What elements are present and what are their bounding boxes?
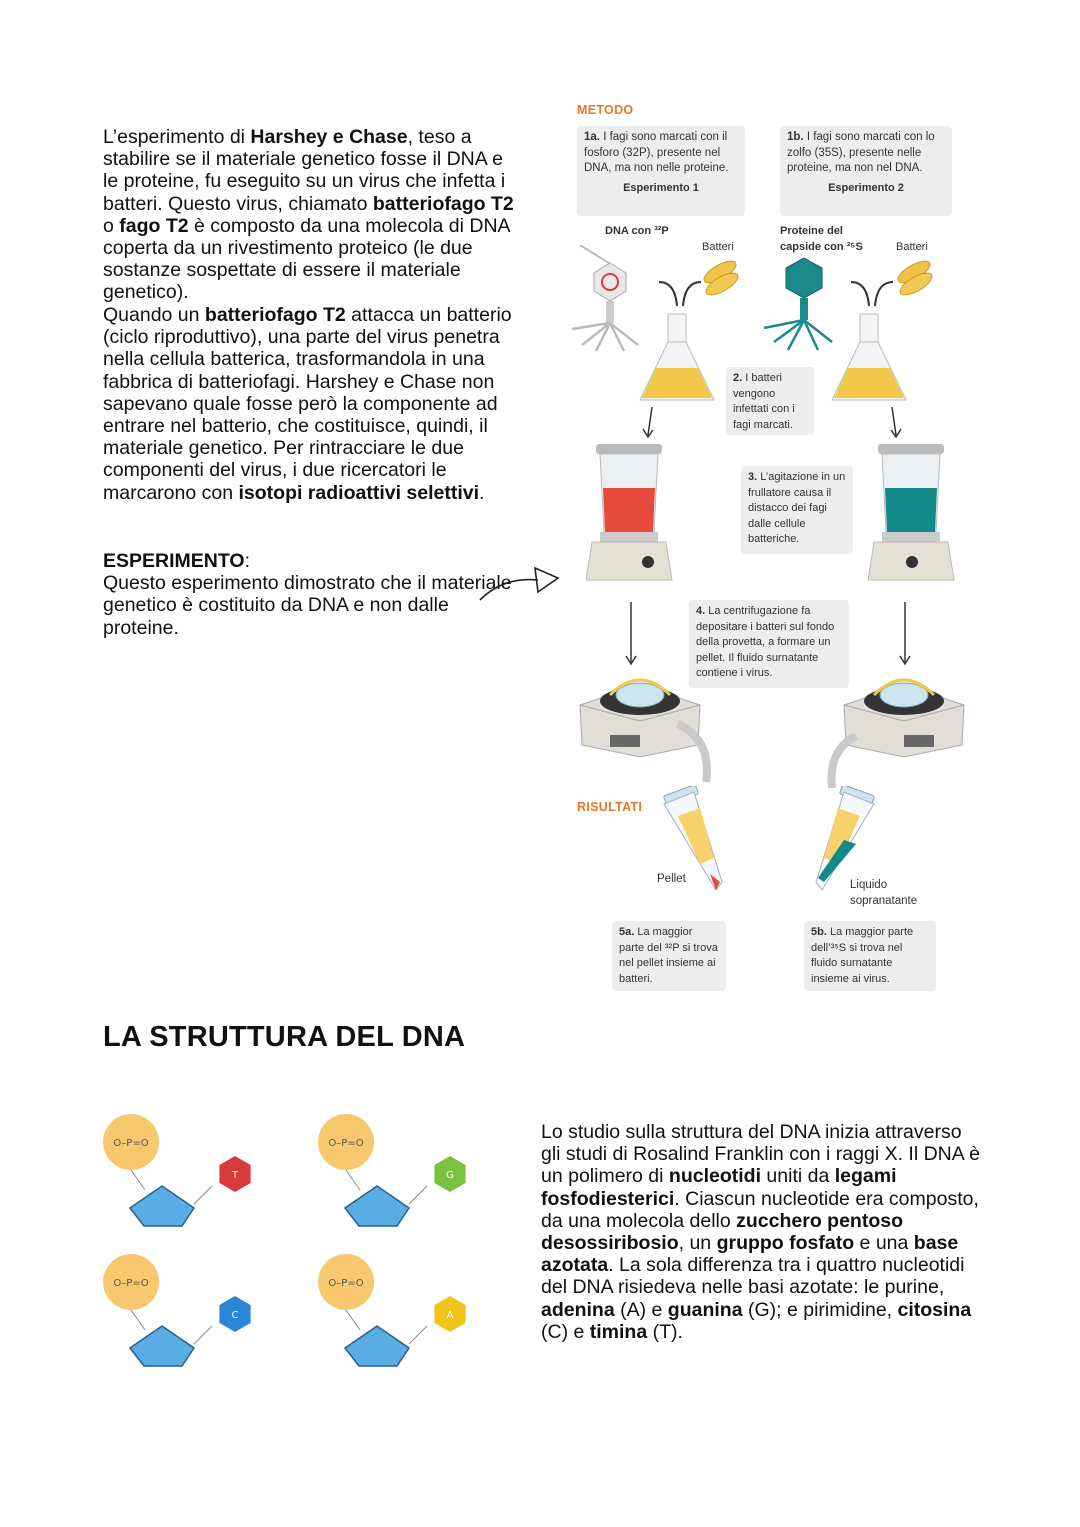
funnel-arrows-2 bbox=[847, 278, 897, 308]
flask-illustration-1 bbox=[632, 312, 722, 407]
step-2-card bbox=[726, 367, 814, 435]
bond-line bbox=[131, 1310, 145, 1330]
intro-paragraph-2 bbox=[103, 304, 523, 504]
text-run: legami fosfodiesterici bbox=[541, 1165, 897, 1210]
pellet-label: Pellet bbox=[657, 873, 686, 885]
intro-paragraph-1-content bbox=[103, 126, 514, 303]
text-run: zucchero pentoso desossiribosio bbox=[541, 1209, 903, 1255]
text-run: è composto da una molecola di DNA coperta da un rivestimento proteico (le due sostanze sospettate di essere il materiale genetico). bbox=[103, 214, 510, 304]
curved-arrow-2 bbox=[822, 732, 862, 792]
text-run: Quando un bbox=[103, 304, 205, 326]
base-letter: A bbox=[446, 1310, 454, 1321]
arrow-down-3 bbox=[621, 600, 641, 668]
step-5b-card bbox=[804, 921, 936, 991]
step-3-number: 3. bbox=[748, 471, 758, 483]
text-run: adenina bbox=[541, 1298, 615, 1321]
deoxyribose-sugar bbox=[345, 1326, 409, 1366]
text-run: o bbox=[103, 214, 120, 237]
arrow-down-2 bbox=[884, 405, 904, 439]
step-5b-text: La maggior parte dell’³⁵S si trova nel fluido surnatante insieme ai virus. bbox=[811, 926, 914, 985]
text-run: (A) e bbox=[614, 1298, 668, 1321]
text-run: Lo studio sulla struttura del DNA inizia attraverso gli studi di Rosalind Franklin con i raggi X. Il DNA è un polimero di bbox=[541, 1121, 980, 1188]
text-run: attacca un batterio (ciclo riproduttivo), una parte del virus penetra nella cellula batterica, trasformandola in una fabbrica di batteriofagi. Harshey e Chase non sapevano quale fosse però la componente ad entrare nel batterio, che costituisce, quindi, il materiale genetico. Per rintracciare le due componenti del virus, i due ricercatori le marcarono con bbox=[103, 304, 512, 504]
text-run: timina bbox=[589, 1320, 648, 1343]
base-letter: T bbox=[231, 1170, 239, 1181]
glycosidic-bond bbox=[409, 1326, 427, 1344]
arrow-down-4 bbox=[895, 600, 915, 668]
base-letter: C bbox=[231, 1310, 239, 1321]
nucleotide-diagram bbox=[100, 1108, 530, 1388]
text-run: . bbox=[479, 481, 485, 504]
step-3-card bbox=[741, 466, 853, 554]
base-letter: G bbox=[446, 1170, 454, 1181]
text-run: . Ciascun nucleotide era composto, da una molecola dello bbox=[541, 1187, 979, 1232]
bacteria-label-2: Batteri bbox=[896, 241, 928, 253]
text-run: fago T2 bbox=[119, 214, 189, 237]
arrow-down-1 bbox=[640, 405, 660, 439]
phosphate-formula: O–P=O bbox=[113, 1138, 149, 1149]
intro-paragraph-2-content bbox=[103, 304, 512, 504]
experiment-heading: ESPERIMENTO bbox=[103, 550, 245, 572]
text-run: isotopi radioattivi selettivi bbox=[238, 481, 480, 504]
text-run: batteriofago T2 bbox=[204, 304, 346, 326]
step-1a-text: I fagi sono marcati con il fosforo (32P), presente nel DNA, ma non nelle proteine. bbox=[584, 131, 729, 174]
text-run: batteriofago T2 bbox=[372, 192, 514, 215]
step-1b-card bbox=[780, 126, 952, 216]
hand-drawn-arrow bbox=[478, 560, 568, 610]
step-1a-card bbox=[577, 126, 745, 216]
step-4-card bbox=[689, 600, 849, 688]
protein-label: Proteine del capside con ³⁵S bbox=[780, 225, 863, 253]
experiment-2-title: Esperimento 2 bbox=[828, 181, 904, 194]
step-5a-text: La maggior parte del ³²P si trova nel pellet insieme ai batteri. bbox=[619, 926, 718, 985]
bond-line bbox=[346, 1310, 360, 1330]
phosphate-formula: O–P=O bbox=[328, 1138, 364, 1149]
section-title: LA STRUTTURA DEL DNA bbox=[103, 1021, 466, 1053]
text-run: guanina bbox=[667, 1298, 743, 1321]
structure-paragraph-content bbox=[541, 1121, 980, 1343]
text-run: L’esperimento di bbox=[103, 126, 251, 148]
experiment-section bbox=[103, 550, 513, 639]
liquid-label: Liquido sopranatante bbox=[850, 879, 918, 907]
step-2-number: 2. bbox=[733, 372, 743, 384]
funnel-arrows-1 bbox=[655, 278, 705, 308]
risultati-label: RISULTATI bbox=[577, 800, 643, 814]
step-2-text: I batteri vengono infettati con i fagi marcati. bbox=[733, 372, 795, 431]
blender-teal-illustration bbox=[868, 440, 958, 588]
step-5a-number: 5a. bbox=[619, 926, 635, 938]
text-run: (C) e bbox=[541, 1320, 590, 1343]
text-run: Harshey e Chase bbox=[250, 126, 408, 148]
text-run: gruppo fosfato bbox=[716, 1232, 855, 1255]
experiment-1-title: Esperimento 1 bbox=[623, 181, 699, 194]
phosphate-formula: O–P=O bbox=[113, 1278, 149, 1289]
metodo-label: METODO bbox=[577, 103, 634, 117]
bond-line bbox=[346, 1170, 360, 1190]
text-run: uniti da bbox=[761, 1165, 835, 1188]
text-run: . La sola differenza tra i quattro nucleotidi del DNA risiedeva nelle basi azotate: le purine, bbox=[541, 1254, 965, 1299]
text-run: , teso a stabilire se il materiale genetico fosse il DNA e le proteine, fu eseguito su un virus che infetta i batteri. Questo virus, chiamato bbox=[103, 126, 506, 215]
intro-paragraph-1 bbox=[103, 126, 523, 304]
step-5b-number: 5b. bbox=[811, 926, 827, 938]
deoxyribose-sugar bbox=[130, 1326, 194, 1366]
text-run: citosina bbox=[897, 1298, 972, 1321]
step-1b-text: I fagi sono marcati con lo zolfo (35S), presente nelle proteine, ma non nel DNA. bbox=[787, 131, 935, 174]
text-run: , un bbox=[678, 1232, 717, 1255]
step-3-text: L’agitazione in un frullatore causa il distacco dei fagi dalle cellule batteriche. bbox=[748, 471, 846, 545]
glycosidic-bond bbox=[194, 1326, 212, 1344]
step-1a-number: 1a. bbox=[584, 131, 600, 143]
deoxyribose-sugar bbox=[345, 1186, 409, 1226]
text-run: e una bbox=[854, 1232, 914, 1255]
text-run: base azotata bbox=[541, 1232, 959, 1277]
step-1b-number: 1b. bbox=[787, 131, 804, 143]
experiment-heading-colon: : bbox=[244, 550, 251, 572]
step-4-text: La centrifugazione fa depositare i batteri sul fondo della provetta, a formare un pellet. Il fluido surnatante contiene i virus. bbox=[696, 605, 835, 679]
dna-label: DNA con ³²P bbox=[605, 225, 669, 237]
bond-line bbox=[131, 1170, 145, 1190]
blender-red-illustration bbox=[586, 440, 676, 588]
text-run: (G); e pirimidine, bbox=[742, 1298, 898, 1321]
curved-arrow-1 bbox=[672, 720, 722, 790]
deoxyribose-sugar bbox=[130, 1186, 194, 1226]
step-5a-card bbox=[612, 921, 726, 991]
phosphate-formula: O–P=O bbox=[328, 1278, 364, 1289]
nucleotide-grid bbox=[100, 1108, 530, 1388]
text-run: (T). bbox=[647, 1320, 683, 1343]
bacteria-label-1: Batteri bbox=[702, 241, 734, 253]
text-run: nucleotidi bbox=[668, 1165, 761, 1188]
flask-illustration-2 bbox=[824, 312, 914, 407]
glycosidic-bond bbox=[409, 1186, 427, 1204]
glycosidic-bond bbox=[194, 1186, 212, 1204]
bacteria-illustration-2 bbox=[890, 258, 940, 298]
step-4-number: 4. bbox=[696, 605, 706, 617]
structure-paragraph bbox=[541, 1121, 986, 1343]
experiment-text: Questo esperimento dimostrato che il materiale genetico è costituito da DNA e non dalle proteine. bbox=[103, 572, 512, 639]
